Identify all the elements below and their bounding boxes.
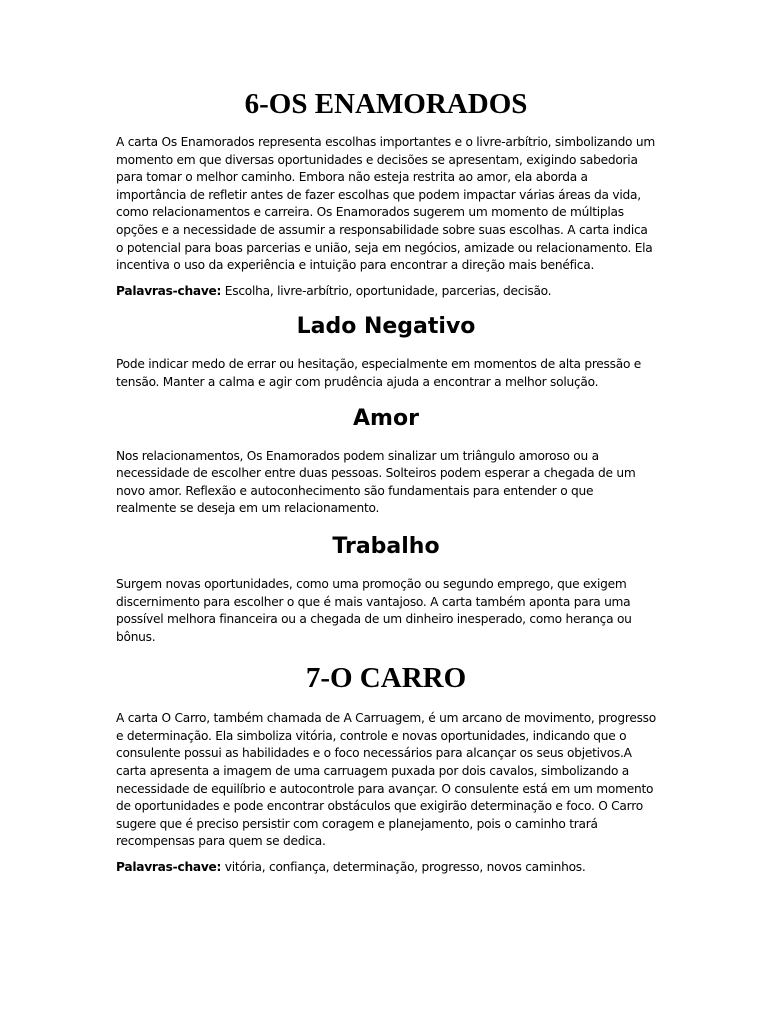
section-title-trabalho: Trabalho [332, 533, 440, 559]
section-title-enamorados: 6-OS ENAMORADOS [244, 88, 528, 120]
keywords-text: vitória, confiança, determinação, progresso, novos caminhos. [221, 860, 586, 875]
paragraph-lado-negativo: Pode indicar medo de errar ou hesitação, especialmente em momentos de alta pressão e tensão. Manter a calma e agir com prudência ajuda a encontrar a melhor solução. [116, 357, 642, 389]
paragraph-trabalho: Surgem novas oportunidades, como uma promoção ou segundo emprego, que exigem discernimento para escolher o que é mais vantajoso. A carta também aponta para uma possível melhora financeira ou a chegada de um dinheiro inesperado, como herança ou bônus. [116, 576, 632, 644]
paragraph-amor: Nos relacionamentos, Os Enamorados podem sinalizar um triângulo amoroso ou a necessidade de escolher entre duas pessoas. Solteiros podem esperar a chegada de um novo amor. Reflexão e autoconhecimento são fundamentais para entender o que realmente se deseja em um relacionamento. [116, 448, 636, 516]
paragraph-carro: A carta O Carro, também chamada de A Carruagem, é um arcano de movimento, progresso e determinação. Ela simboliza vitória, controle e novas oportunidades, indicando que o consulente possui as habilidades e o foco necessários para alcançar os seus objetivos.A carta apresenta a imagem de uma carruagem puxada por dois cavalos, simbolizando a necessidade de equilíbrio e autocontrole para avançar. O consulente está em um momento de oportunidades e pode encontrar obstáculos que exigirão determinação e foco. O Carro sugere que é preciso persistir com coragem e planejamento, pois o caminho trará recompensas para quem se dedica. [116, 711, 656, 849]
paragraph-enamorados: A carta Os Enamorados representa escolhas importantes e o livre-arbítrio, simbolizando um momento em que diversas oportunidades e decisões se apresentam, exigindo sabedoria para tomar o melhor caminho. Embora não esteja restrita ao amor, ela aborda a importância de refletir antes de fazer escolhas que podem impactar várias áreas da vida, como relacionamentos e carreira. Os Enamorados sugerem um momento de múltiplas opções e a necessidade de assumir a responsabilidade sobre suas escolhas. A carta indica o potencial para boas parcerias e união, seja em negócios, amizade ou relacionamento. Ela incentiva o uso da experiência e intuição para encontrar a direção mais benéfica. [116, 135, 655, 273]
section-title-amor: Amor [353, 405, 419, 431]
section-title-carro: 7-O CARRO [305, 662, 467, 695]
keywords-label: Palavras-chave: [116, 283, 222, 298]
document-page [116, 82, 656, 885]
keywords-label: Palavras-chave: [116, 860, 222, 875]
keywords-carro [116, 859, 656, 877]
section-title-lado-negativo: Lado Negativo [296, 314, 476, 340]
keywords-enamorados [116, 283, 656, 301]
keywords-text: Escolha, livre-arbítrio, oportunidade, parcerias, decisão. [221, 283, 552, 298]
